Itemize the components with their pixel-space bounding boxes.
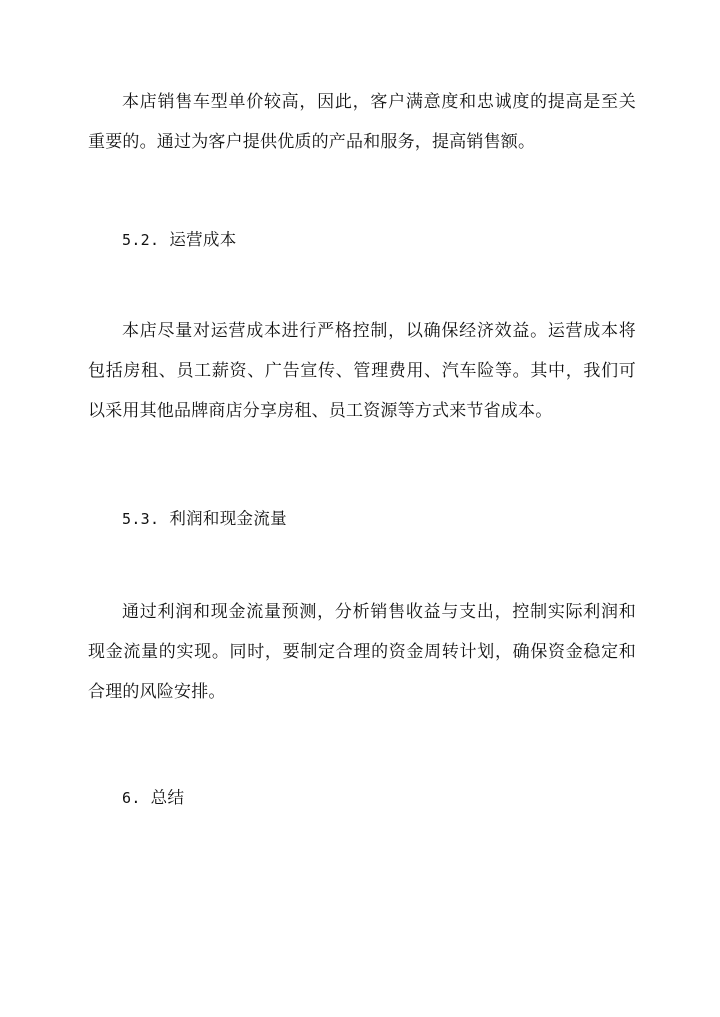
section-number: 5.2. [122,231,160,249]
section-title: 总结 [150,788,185,807]
section-number: 5.3. [122,510,160,528]
section-heading-5-2 [122,228,237,252]
paragraph-profit-cashflow: 通过利润和现金流量预测，分析销售收益与支出，控制实际利润和现金流量的实现。同时，要制定合理的资金周转计划，确保资金稳定和合理的风险安排。 [88,602,636,702]
section-title: 利润和现金流量 [169,509,287,528]
section-title: 运营成本 [169,230,237,249]
section-number: 6. [122,789,141,807]
section-heading-5-3 [122,507,287,531]
section-heading-6 [122,786,184,810]
paragraph-sales-intro: 本店销售车型单价较高，因此，客户满意度和忠诚度的提高是至关重要的。通过为客户提供优质的产品和服务，提高销售额。 [88,92,636,152]
paragraph-operating-cost: 本店尽量对运营成本进行严格控制，以确保经济效益。运营成本将包括房租、员工薪资、广告宣传、管理费用、汽车险等。其中，我们可以采用其他品牌商店分享房租、员工资源等方式来节省成本。 [88,321,636,421]
